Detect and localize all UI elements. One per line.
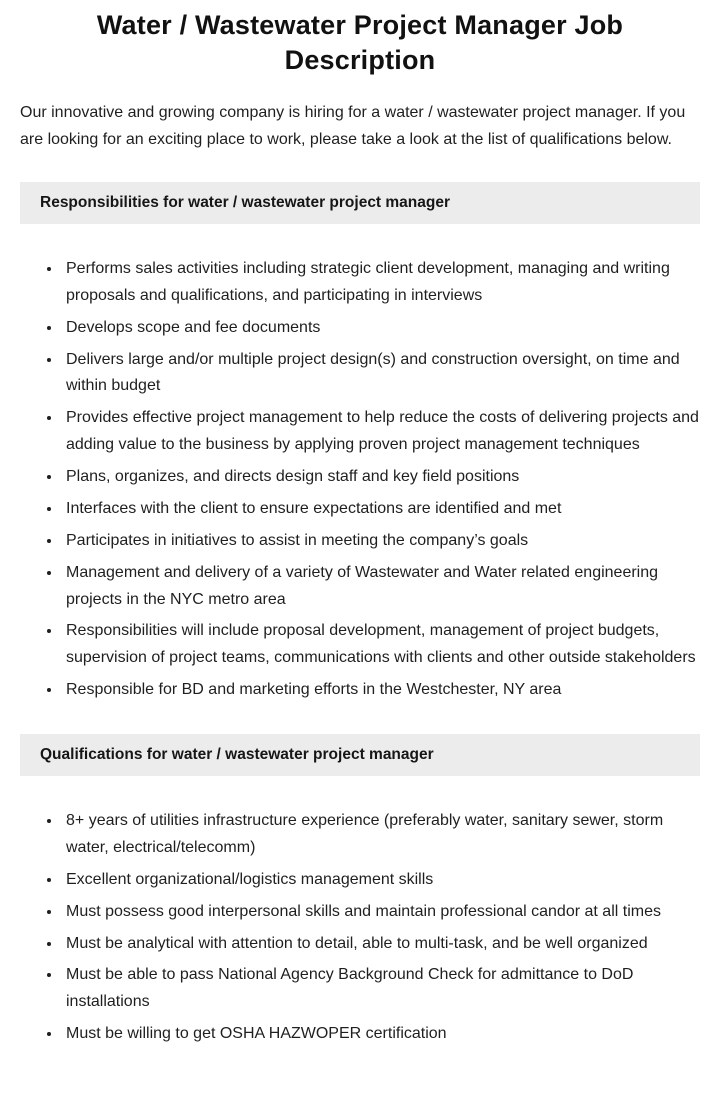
list-item: • Excellent organizational/logistics management skills bbox=[62, 867, 700, 894]
responsibilities-section-heading: Responsibilities for water / wastewater project manager bbox=[20, 182, 700, 224]
responsibilities-list bbox=[20, 256, 700, 704]
list-item: • Must possess good interpersonal skills and maintain professional candor at all times bbox=[62, 899, 700, 926]
list-item: • Provides effective project management to help reduce the costs of delivering projects and adding value to the business by applying proven project management techniques bbox=[62, 405, 700, 459]
intro-paragraph: Our innovative and growing company is hiring for a water / wastewater project manager. If you are looking for an exciting place to work, please take a look at the list of qualifications below. bbox=[20, 104, 686, 149]
list-item: • 8+ years of utilities infrastructure experience (preferably water, sanitary sewer, storm water, electrical/telecomm) bbox=[62, 808, 700, 862]
list-item: • Interfaces with the client to ensure expectations are identified and met bbox=[62, 496, 700, 523]
job-description-document bbox=[0, 8, 720, 1048]
list-item: • Management and delivery of a variety of Wastewater and Water related engineering projects in the NYC metro area bbox=[62, 560, 700, 614]
responsibilities-section bbox=[0, 182, 720, 704]
list-item: • Delivers large and/or multiple project design(s) and construction oversight, on time and within budget bbox=[62, 347, 700, 401]
qualifications-section bbox=[0, 734, 720, 1048]
list-item: • Plans, organizes, and directs design staff and key field positions bbox=[62, 464, 700, 491]
qualifications-section-heading: Qualifications for water / wastewater project manager bbox=[20, 734, 700, 776]
list-item: • Responsibilities will include proposal development, management of project budgets, supervision of project teams, communications with clients and other outside stakeholders bbox=[62, 618, 700, 672]
list-item: • Responsible for BD and marketing efforts in the Westchester, NY area bbox=[62, 677, 700, 704]
list-item: • Participates in initiatives to assist in meeting the company’s goals bbox=[62, 528, 700, 555]
list-item: • Must be willing to get OSHA HAZWOPER certification bbox=[62, 1021, 700, 1048]
list-item: • Must be analytical with attention to detail, able to multi-task, and be well organized bbox=[62, 931, 700, 958]
qualifications-list bbox=[20, 808, 700, 1048]
list-item: • Performs sales activities including strategic client development, managing and writing proposals and qualifications, and participating in interviews bbox=[62, 256, 700, 310]
list-item: • Develops scope and fee documents bbox=[62, 315, 700, 342]
page-title: Water / Wastewater Project Manager Job Description bbox=[96, 10, 624, 76]
list-item: • Must be able to pass National Agency Background Check for admittance to DoD installations bbox=[62, 962, 700, 1016]
